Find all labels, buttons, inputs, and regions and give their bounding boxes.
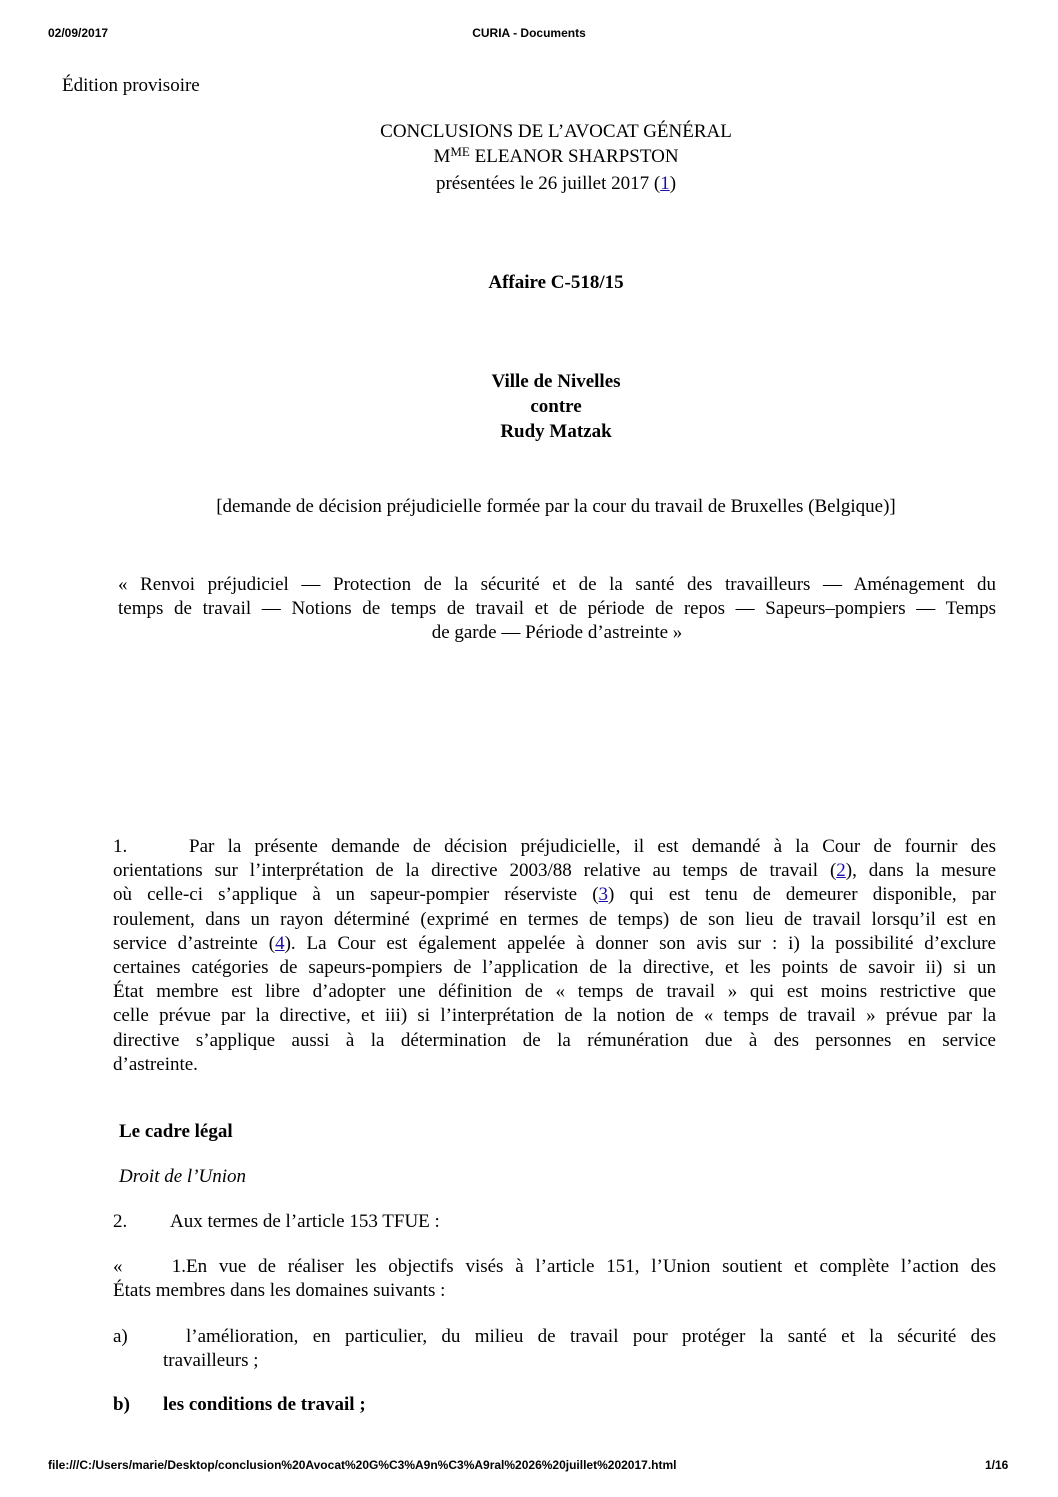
keywords-line-2: temps de travail — Notions de temps de travail et de période de repos — Sapeurs–pompiers — Temps (118, 598, 996, 620)
footnote-link-1[interactable]: 1 (660, 173, 670, 194)
print-page-number: 1/16 (985, 1458, 1009, 1472)
paragraph-1-line-7: État membre est libre d’adopter une définition de « temps de travail » qui est moins restrictive que (113, 981, 996, 1003)
paragraph-1-text-3b: ) qui est tenu de demeurer disponible, par (608, 884, 996, 906)
paragraph-1-text-2a: orientations sur l’interprétation de la directive 2003/88 relative au temps de travail ( (113, 860, 837, 882)
paragraph-1-line-6: certaines catégories de sapeurs‑pompiers de l’application de la directive, et les points de savoir ii) si un (113, 957, 996, 979)
keywords-line-1: « Renvoi préjudiciel — Protection de la sécurité et de la santé des travailleurs — Aménagement du (118, 574, 996, 595)
quote-line-1 (113, 1255, 996, 1279)
print-date: 02/09/2017 (48, 26, 109, 40)
print-title: CURIA - Documents (472, 26, 586, 40)
list-item-a (113, 1325, 996, 1373)
paragraph-1-line-1 (113, 835, 996, 859)
conclusions-title: CONCLUSIONS DE L’AVOCAT GÉNÉRAL (380, 121, 732, 142)
author-line (0, 145, 1058, 169)
quote-text-1: En vue de réaliser les objectifs visés à l’article 151, l’Union soutient et complète l’action des (186, 1256, 996, 1277)
list-item-a-line-2: travailleurs ; (163, 1350, 259, 1372)
heading-legal-framework: Le cadre légal (119, 1121, 233, 1142)
quote-number: « 1. (113, 1256, 186, 1277)
paragraph-1-line-2 (113, 859, 996, 883)
party-2: Rudy Matzak (500, 421, 612, 442)
print-file-path: file:///C:/Users/marie/Desktop/conclusion%20Avocat%20G%C3%A9n%C3%A9ral%2026%20juillet%202017.html (48, 1458, 677, 1472)
list-item-a-line-1 (113, 1325, 996, 1349)
paragraph-number: 1. (113, 836, 128, 857)
list-item-a-label: a) (113, 1326, 128, 1347)
heading-union-law: Droit de l’Union (119, 1166, 247, 1187)
party-1: Ville de Nivelles (491, 371, 621, 392)
list-item-b-text: les conditions de travail ; (163, 1394, 366, 1415)
footnote-link-4[interactable]: 4 (275, 932, 285, 954)
paragraph-1-line-8: celle prévue par la directive, et iii) si l’interprétation de la notion de « temps de travail » prévue par la (113, 1005, 996, 1027)
list-item-b-label: b) (113, 1394, 130, 1415)
paragraph-2-text: Aux termes de l’article 153 TFUE : (170, 1211, 440, 1232)
presented-text: présentées le 26 juillet 2017 ( (435, 173, 661, 194)
presented-line (0, 172, 1058, 196)
author-name: ELEANOR SHARPSTON (474, 146, 679, 167)
paragraph-1-line-10: d’astreinte. (113, 1053, 198, 1075)
paragraph-1-line-5 (113, 932, 996, 956)
quote-article-153 (113, 1255, 996, 1303)
list-item-a-text-1: l’amélioration, en particulier, du milieu de travail pour protéger la santé et la sécurité des (186, 1326, 996, 1347)
paragraph-1-text-3a: où celle‑ci s’applique à un sapeur‑pompier réserviste ( (113, 884, 599, 906)
paragraph-2-number: 2. (113, 1211, 128, 1232)
footnote-link-2[interactable]: 2 (836, 860, 846, 882)
paragraph-1-text-1: Par la présente demande de décision préjudicielle, il est demandé à la Cour de fournir des (189, 836, 996, 857)
paragraph-1-line-3 (113, 883, 996, 907)
paragraph-2 (113, 1210, 440, 1234)
paragraph-1-line-4: roulement, dans un rayon déterminé (exprimé en termes de temps) de son lieu de travail lorsqu’il est en (113, 908, 996, 930)
footnote-link-3[interactable]: 3 (598, 884, 609, 906)
paragraph-1-line-9: directive s’applique aussi à la détermination de la rémunération due à des personnes en service (113, 1029, 996, 1051)
presented-close: ) (669, 173, 677, 194)
keywords-line-3: de garde — Période d’astreinte » (431, 622, 683, 644)
list-item-b (113, 1393, 366, 1417)
referral-text: [demande de décision préjudicielle formée par la cour du travail de Bruxelles (Belgique)] (216, 496, 896, 517)
paragraph-1-text-5a: service d’astreinte ( (113, 932, 276, 954)
case-number: Affaire C‑518/15 (488, 272, 624, 293)
author-sup: ME (450, 144, 470, 159)
paragraph-1-text-2b: ), dans la mesure (845, 860, 996, 882)
quote-line-2: États membres dans les domaines suivants : (113, 1280, 446, 1302)
paragraph-1-text-5b: ). La Cour est également appelée à donner son avis sur : i) la possibilité d’exclure (284, 932, 996, 954)
keywords (118, 573, 996, 646)
edition-label: Édition provisoire (62, 75, 200, 96)
author-prefix: M (433, 146, 451, 167)
paragraph-1 (113, 835, 996, 1077)
versus-label: contre (530, 396, 582, 417)
